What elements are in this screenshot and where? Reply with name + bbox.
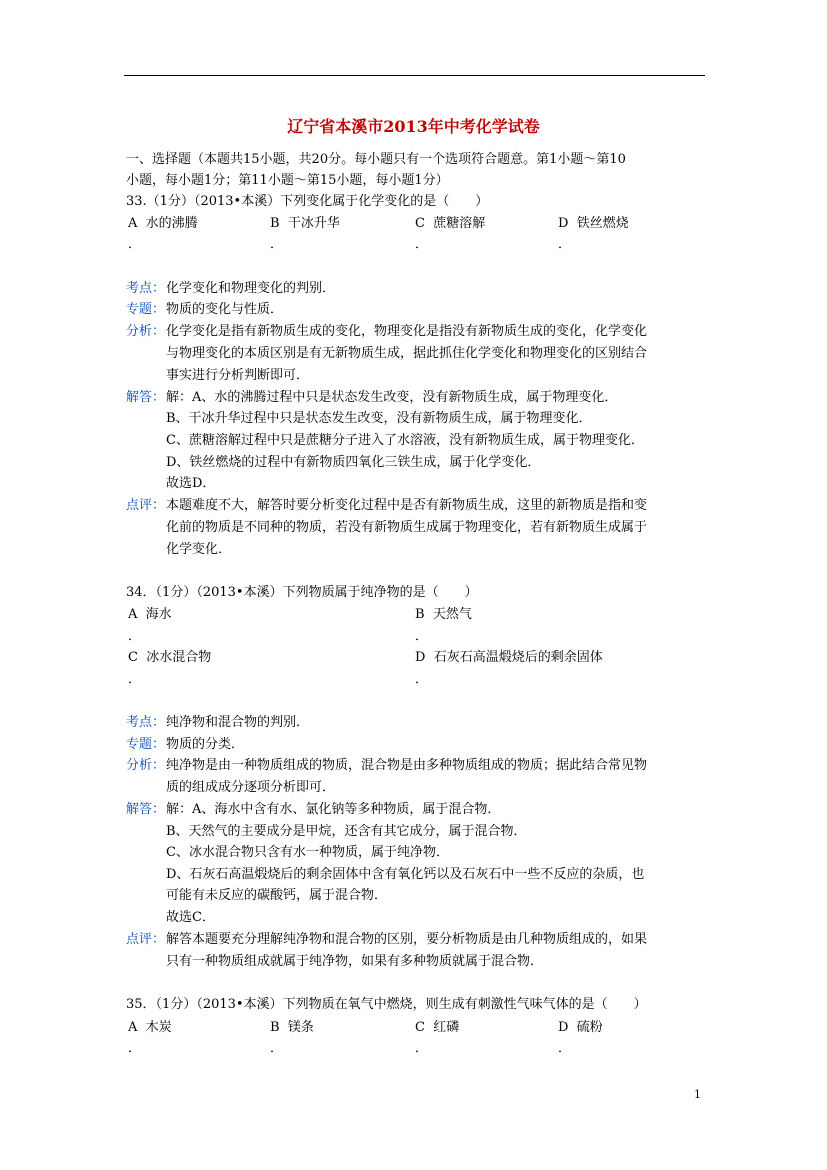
q34-jieda-line: 故选C． (166, 910, 215, 925)
section-heading-line1: 一、选择题（本题共15小题，共20分。每小题只有一个选项符合题意。第1小题～第10 (126, 152, 626, 167)
q35-stem: 35．（1分）（2013•本溪）下列物质在氧气中燃烧，则生成有刺激性气味气体的是（ ） (126, 997, 647, 1012)
q35-option-d (558, 1016, 603, 1035)
option-letter: B (415, 607, 425, 622)
kaodian-label: 考点： (126, 715, 166, 730)
q33-option-c (415, 212, 485, 231)
q34-stem: 34．（1分）（2013•本溪）下列物质属于纯净物的是（ ） (126, 585, 478, 600)
option-letter: B (270, 216, 280, 231)
option-text: 蔗糖溶解 (433, 216, 486, 231)
q33-kaodian: 化学变化和物理变化的判别． (166, 281, 336, 296)
q33-fenxi-line: 事实进行分析判断即可． (166, 368, 310, 383)
option-text: 水的沸腾 (145, 216, 198, 231)
option-text: 冰水混合物 (146, 650, 212, 665)
option-dot: ． (558, 237, 572, 252)
option-dot: ． (128, 672, 142, 687)
q33-dianping-line: 化前的物质是不同种的物质，若没有新物质生成属于物理变化，若有新物质生成属于 (166, 520, 648, 535)
q34-dianping-line: 只有一种物质组成就属于纯净物，如果有多种物质就属于混合物． (166, 954, 544, 969)
q34-zhuanti: 物质的分类． (166, 737, 245, 752)
page-title: 辽宁省本溪市2013年中考化学试卷 (287, 117, 540, 136)
header-rule (124, 75, 705, 76)
q34-kaodian: 纯净物和混合物的判别． (166, 715, 310, 730)
option-letter: D (558, 216, 569, 231)
q34-option-a (128, 603, 172, 622)
q33-fenxi-line: 化学变化是指有新物质生成的变化，物理变化是指没有新物质生成的变化，化学变化 (166, 324, 648, 339)
option-letter: A (128, 1020, 138, 1035)
option-dot: ． (270, 1041, 284, 1056)
q33-stem: 33.（1分）（2013•本溪）下列变化属于化学变化的是（ ） (126, 194, 489, 209)
q33-fenxi-line: 与物理变化的本质区别是有无新物质生成，据此抓住化学变化和物理变化的区别结合 (166, 346, 648, 361)
page-number: 1 (694, 1088, 701, 1101)
jieda-label: 解答： (126, 390, 166, 405)
option-letter: D (558, 1020, 569, 1035)
zhuanti-label: 专题： (126, 737, 166, 752)
option-dot: ． (128, 237, 142, 252)
q34-option-d (415, 646, 603, 665)
q33-jieda-line: 解：A、水的沸腾过程中只是状态发生改变，没有新物质生成，属于物理变化． (166, 390, 618, 405)
jieda-label: 解答： (126, 802, 166, 817)
q34-option-b (415, 603, 472, 622)
fenxi-label: 分析： (126, 324, 166, 339)
q34-dianping-line: 解答本题要充分理解纯净物和混合物的区别，要分析物质是由几种物质组成的，如果 (166, 932, 648, 947)
option-text: 镁条 (287, 1020, 314, 1035)
option-text: 红磷 (433, 1020, 460, 1035)
q33-zhuanti: 物质的变化与性质． (166, 302, 284, 317)
q33-option-a (128, 212, 198, 231)
option-text: 铁丝燃烧 (576, 216, 629, 231)
option-letter: A (128, 607, 138, 622)
kaodian-label: 考点： (126, 281, 166, 296)
option-text: 石灰石高温煅烧后的剩余固体 (433, 650, 603, 665)
option-letter: C (415, 216, 425, 231)
option-text: 木炭 (145, 1020, 172, 1035)
q34-jieda-line: B、天然气的主要成分是甲烷，还含有其它成分，属于混合物． (166, 824, 527, 839)
option-letter: A (128, 216, 138, 231)
option-letter: C (415, 1020, 425, 1035)
option-dot: ． (270, 237, 284, 252)
q35-option-a (128, 1016, 172, 1035)
dianping-label: 点评： (126, 498, 166, 513)
option-text: 硫粉 (576, 1020, 603, 1035)
section-heading-line2: 小题，每小题1分；第11小题～第15小题，每小题1分） (126, 173, 449, 188)
q34-jieda-line: C、冰水混合物只含有水一种物质，属于纯净物． (166, 845, 449, 860)
option-letter: D (415, 650, 426, 665)
q33-jieda-line: C、蔗糖溶解过程中只是蔗糖分子进入了水溶液，没有新物质生成，属于物理变化． (166, 433, 644, 448)
option-letter: C (128, 650, 138, 665)
option-dot: ． (415, 629, 429, 644)
option-dot: ． (415, 1041, 429, 1056)
q34-jieda-line: 可能有未反应的碳酸钙，属于混合物． (166, 888, 388, 903)
option-dot: ． (128, 629, 142, 644)
option-dot: ． (128, 1041, 142, 1056)
q34-fenxi-line: 纯净物是由一种物质组成的物质，混合物是由多种物质组成的物质；据此结合常见物 (166, 758, 648, 773)
q35-option-b (270, 1016, 314, 1035)
q33-option-d (558, 212, 629, 231)
option-text: 天然气 (432, 607, 472, 622)
option-text: 海水 (145, 607, 172, 622)
q33-jieda-line: B、干冰升华过程中只是状态发生改变，没有新物质生成，属于物理变化． (166, 411, 592, 426)
q33-jieda-line: 故选D． (166, 476, 216, 491)
q34-jieda-line: 解：A、海水中含有水、氯化钠等多种物质，属于混合物． (166, 802, 501, 817)
option-dot: ． (558, 1041, 572, 1056)
fenxi-label: 分析： (126, 758, 166, 773)
q34-option-c (128, 646, 211, 665)
option-text: 干冰升华 (287, 216, 340, 231)
option-dot: ． (415, 672, 429, 687)
q34-fenxi-line: 质的组成成分逐项分析即可． (166, 780, 336, 795)
q33-dianping-line: 本题难度不大，解答时要分析变化过程中是否有新物质生成，这里的新物质是指和变 (166, 498, 648, 513)
option-letter: B (270, 1020, 280, 1035)
q35-option-c (415, 1016, 459, 1035)
dianping-label: 点评： (126, 932, 166, 947)
q33-option-b (270, 212, 340, 231)
q33-dianping-line: 化学变化． (166, 542, 232, 557)
option-dot: ． (415, 237, 429, 252)
q33-jieda-line: D、铁丝燃烧的过程中有新物质四氧化三铁生成，属于化学变化． (166, 455, 541, 470)
q34-jieda-line: D、石灰石高温煅烧后的剩余固体中含有氧化钙以及石灰石中一些不反应的杂质，也 (166, 867, 645, 882)
zhuanti-label: 专题： (126, 302, 166, 317)
